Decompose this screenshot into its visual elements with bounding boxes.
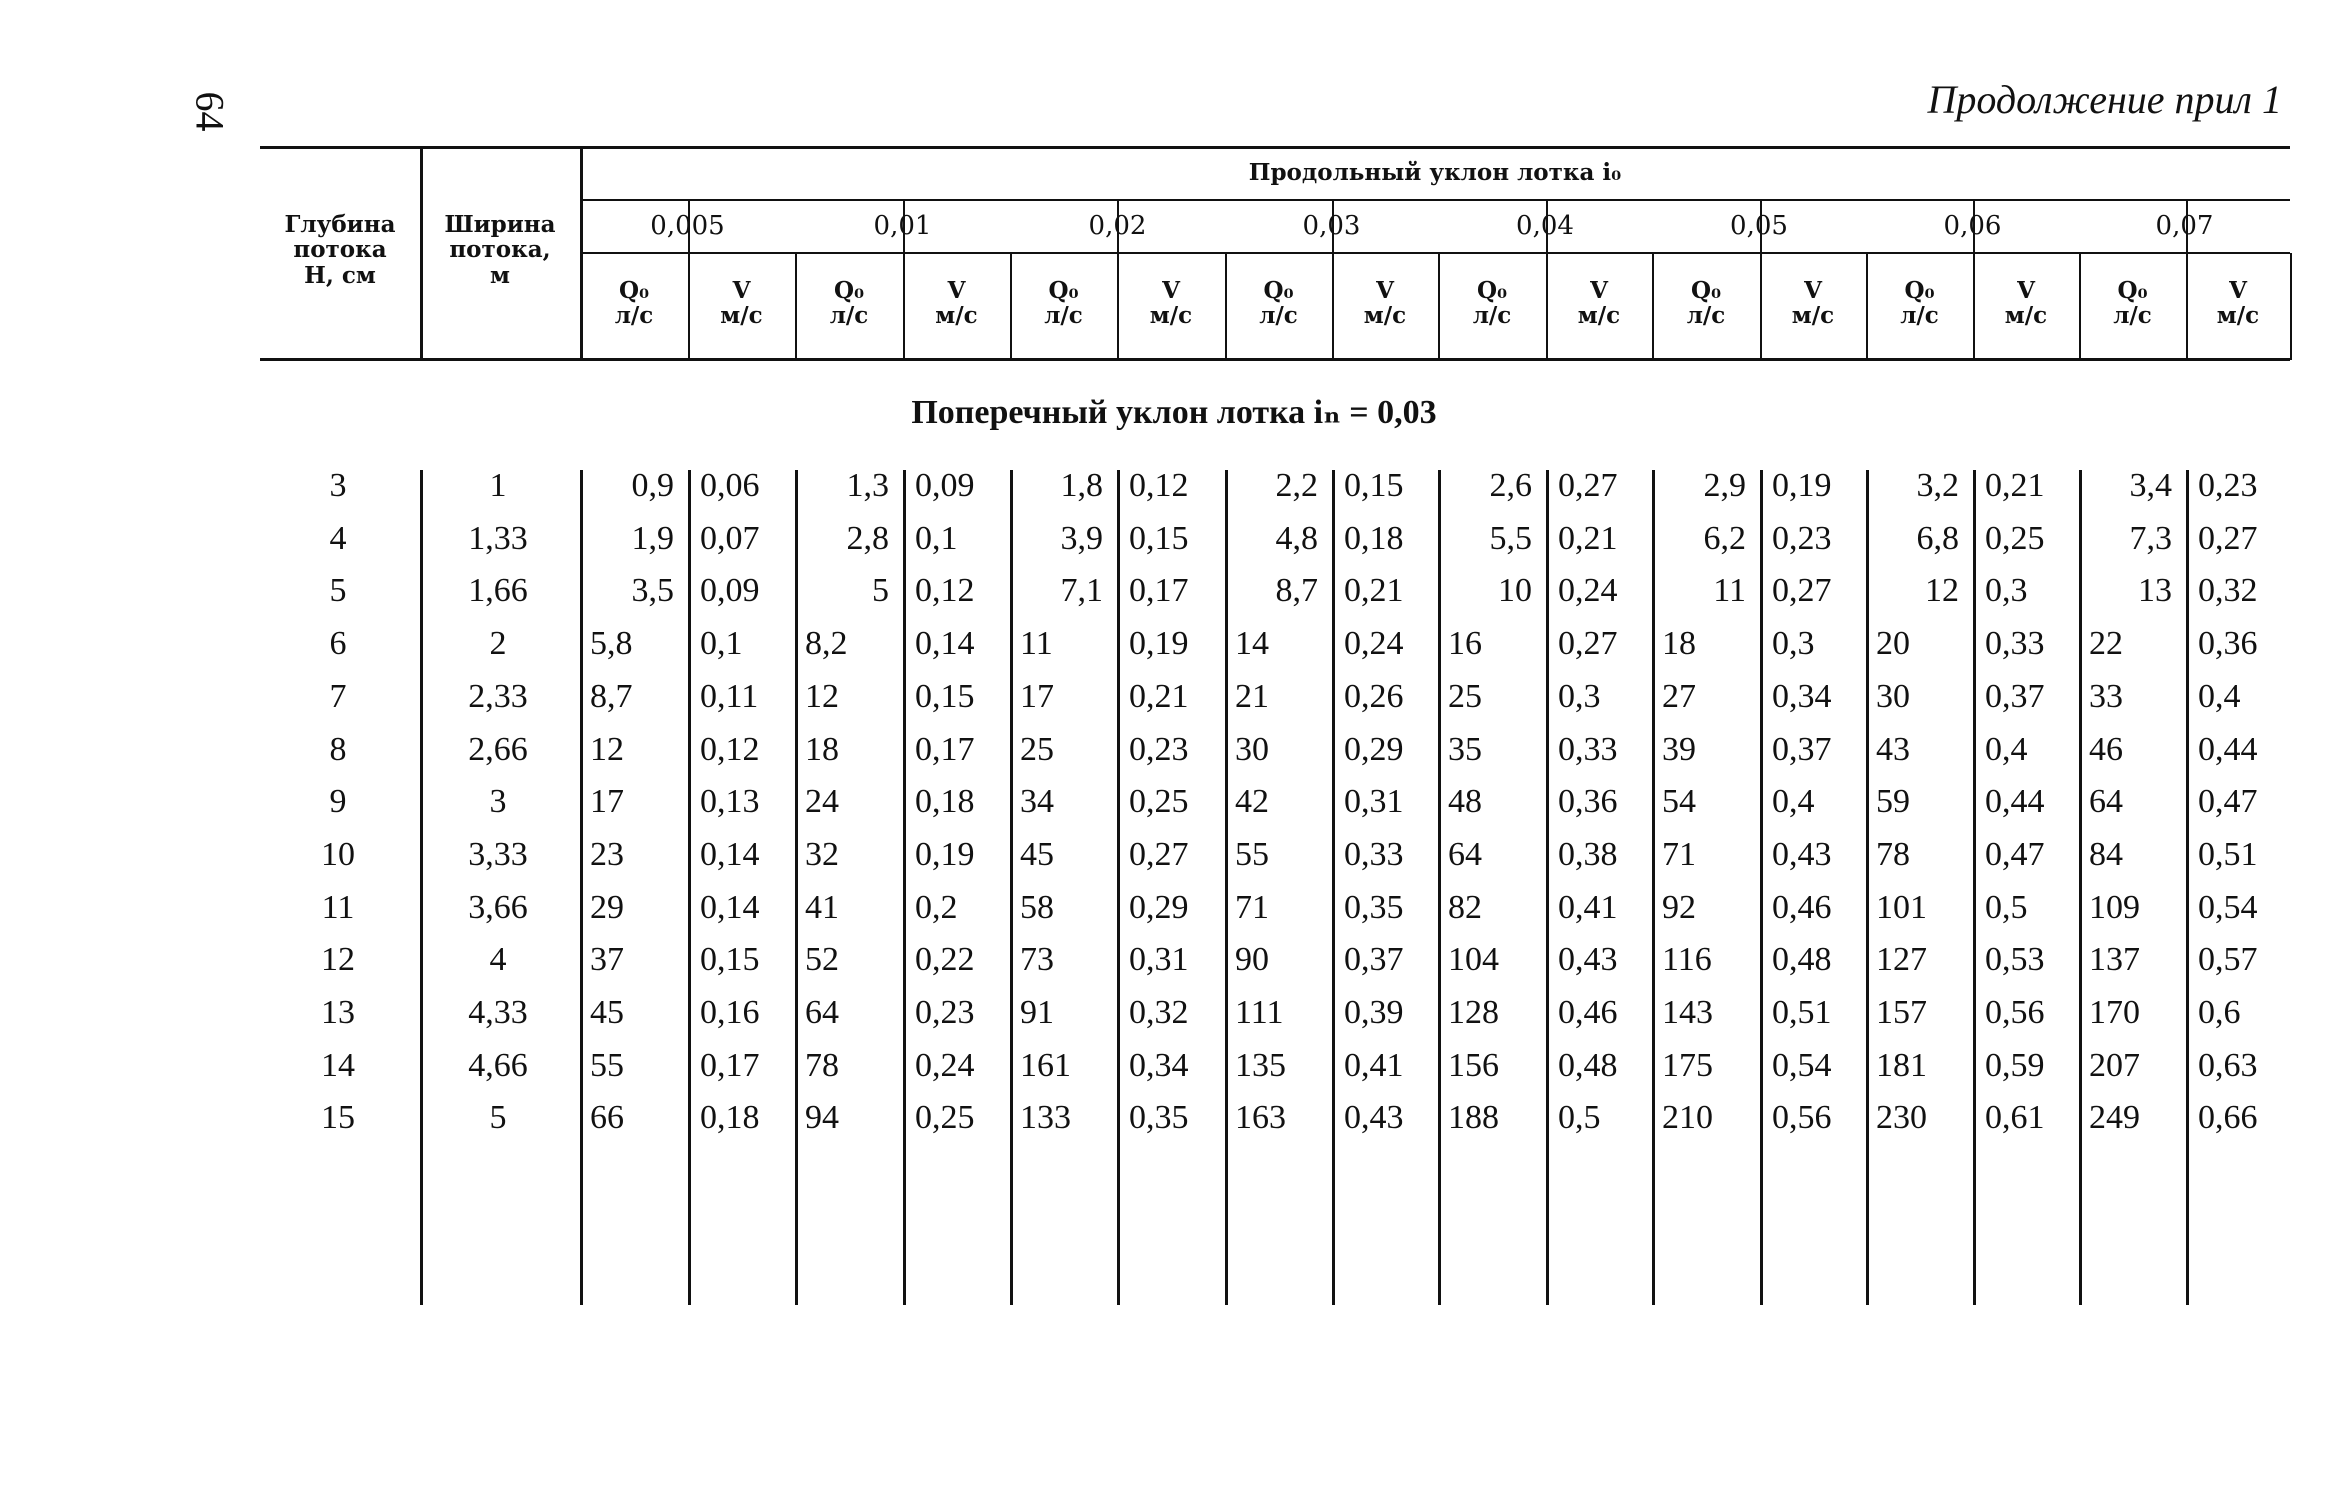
table-cell: 6,2	[1703, 519, 1746, 557]
table-cell: 0,61	[1985, 1099, 2045, 1137]
table-cell: 2,2	[1275, 467, 1318, 504]
table-cell: 27	[1662, 677, 1696, 715]
table-cell: 17	[1020, 677, 1054, 715]
table-cell: 82	[1448, 888, 1482, 926]
table-cell: 0,48	[1558, 1046, 1618, 1084]
table-cell: 15	[321, 1099, 355, 1137]
table-cell: 0,51	[1772, 994, 1832, 1031]
table-cell: 1,9	[631, 519, 674, 557]
table-cell: 11	[321, 888, 355, 926]
table-cell: 84	[2089, 835, 2123, 873]
header-slope-1: 0,01	[873, 211, 932, 241]
header-slope-5: 0,05	[1730, 211, 1788, 241]
table-cell: 0,35	[1129, 1099, 1189, 1137]
table-cell: 4	[489, 941, 507, 979]
rule-slope-top	[580, 199, 2290, 201]
table-cell: 25	[1448, 677, 1482, 715]
rule-body-v-13	[1866, 470, 1869, 1305]
table-cell: 0,43	[1558, 941, 1618, 979]
table-cell: 5	[489, 1099, 507, 1137]
table-cell: 23	[590, 835, 624, 873]
table-cell: 30	[1235, 730, 1269, 768]
table-cell: 78	[805, 1046, 839, 1084]
rule-body-v-6	[1117, 470, 1120, 1305]
table-cell: 0,2	[915, 888, 958, 926]
table-cell: 0,17	[1129, 572, 1189, 610]
table-cell: 0,23	[1772, 519, 1832, 557]
table-cell: 0,63	[2198, 1046, 2258, 1084]
table-cell: 161	[1020, 1046, 1071, 1084]
header-slope-7: 0,07	[2155, 211, 2214, 241]
table-cell: 0,5	[1558, 1099, 1601, 1137]
table-cell: 9	[329, 783, 347, 821]
table-cell: 128	[1448, 994, 1499, 1031]
table-cell: 0,09	[915, 467, 975, 504]
table-cell: 91	[1020, 994, 1054, 1031]
table-cell: 55	[1235, 835, 1269, 873]
table-cell: 46	[2089, 730, 2123, 768]
rule-body-v-9	[1438, 470, 1441, 1305]
table-cell: 58	[1020, 888, 1054, 926]
table-cell: 2,66	[468, 730, 528, 768]
table-cell: 0,1	[915, 519, 958, 557]
table-cell: 5,8	[590, 625, 633, 663]
header-q-3: Q₀ л/с	[1259, 277, 1298, 330]
rule-body-v-12	[1760, 470, 1763, 1305]
table-cell: 0,23	[915, 994, 975, 1031]
table-cell: 41	[805, 888, 839, 926]
table-cell: 0,15	[915, 677, 975, 715]
table-cell: 188	[1448, 1099, 1499, 1137]
table-cell: 0,47	[2198, 783, 2258, 821]
table-cell: 3,4	[2129, 467, 2172, 504]
table-cell: 0,19	[1129, 625, 1189, 663]
rule-body-v-8	[1332, 470, 1335, 1305]
table-cell: 0,25	[1985, 519, 2045, 557]
table-cell: 78	[1876, 835, 1910, 873]
table-cell: 14	[321, 1046, 355, 1084]
table-cell: 3	[329, 467, 347, 504]
table-cell: 0,11	[700, 677, 759, 715]
table-cell: 0,41	[1344, 1046, 1404, 1084]
table-cell: 0,18	[1344, 519, 1404, 557]
table-cell: 0,3	[1985, 572, 2028, 610]
table-cell: 0,16	[700, 994, 760, 1031]
table-cell: 0,33	[1558, 730, 1618, 768]
table-cell: 64	[2089, 783, 2123, 821]
table-cell: 0,53	[1985, 941, 2045, 979]
table-cell: 249	[2089, 1099, 2140, 1137]
table-cell: 163	[1235, 1099, 1286, 1137]
table-cell: 0,14	[915, 625, 975, 663]
table-cell: 0,27	[2198, 519, 2258, 557]
table-cell: 7,1	[1060, 572, 1103, 610]
table-cell: 0,07	[700, 519, 760, 557]
table-cell: 59	[1876, 783, 1910, 821]
header-v-4: V м/с	[1577, 277, 1621, 330]
table-cell: 0,27	[1558, 625, 1618, 663]
table-cell: 0,29	[1129, 888, 1189, 926]
table-cell: 0,43	[1344, 1099, 1404, 1137]
table-subtitle: Поперечный уклон лотка iₙ = 0,03	[911, 394, 1437, 431]
table-cell: 0,12	[915, 572, 975, 610]
table-cell: 0,6	[2198, 994, 2241, 1031]
table-cell: 0,59	[1985, 1046, 2045, 1084]
table-cell: 0,25	[1129, 783, 1189, 821]
rule-top	[260, 146, 2290, 149]
table-cell: 4,8	[1275, 519, 1318, 557]
table-cell: 0,37	[1772, 730, 1832, 768]
table-cell: 0,56	[1985, 994, 2045, 1031]
table-cell: 135	[1235, 1046, 1286, 1084]
table-cell: 0,12	[700, 730, 760, 768]
table-cell: 1,33	[468, 519, 528, 557]
header-slope-3: 0,03	[1302, 211, 1361, 241]
header-v-0: V м/с	[720, 277, 763, 330]
table-cell: 0,48	[1772, 941, 1832, 979]
table-cell: 4,66	[468, 1046, 528, 1084]
table-cell: 0,34	[1129, 1046, 1189, 1084]
table-cell: 0,36	[2198, 625, 2258, 663]
table-cell: 0,27	[1772, 572, 1832, 610]
header-slope-0: 0,005	[650, 211, 725, 241]
table-cell: 18	[1662, 625, 1696, 663]
header-v-7: V м/с	[2216, 277, 2260, 330]
table-cell: 0,33	[1985, 625, 2045, 663]
table-cell: 0,26	[1344, 677, 1404, 715]
table-cell: 20	[1876, 625, 1910, 663]
header-q-2: Q₀ л/с	[1044, 277, 1083, 330]
table-cell: 13	[321, 994, 355, 1031]
table-cell: 33	[2089, 677, 2123, 715]
header-v-5: V м/с	[1791, 277, 1835, 330]
table-cell: 0,23	[1129, 730, 1189, 768]
rule-body-v-4	[903, 470, 906, 1305]
table-cell: 22	[2089, 625, 2123, 663]
table-cell: 2,8	[846, 519, 889, 557]
table-cell: 0,24	[1344, 625, 1404, 663]
table-cell: 12	[321, 941, 355, 979]
table-cell: 12	[805, 677, 839, 715]
table-cell: 39	[1662, 730, 1696, 768]
table-cell: 0,37	[1985, 677, 2045, 715]
header-q-1: Q₀ л/с	[829, 277, 869, 330]
table-cell: 5	[329, 572, 347, 610]
table-cell: 0,54	[1772, 1046, 1832, 1084]
table-cell: 45	[590, 994, 624, 1031]
table-cell: 54	[1662, 783, 1696, 821]
header-q-0: Q₀ л/с	[614, 277, 654, 330]
table-cell: 0,47	[1985, 835, 2045, 873]
table-cell: 1,3	[846, 467, 889, 504]
table-cell: 0,13	[700, 783, 760, 821]
page-number: 64	[187, 91, 233, 132]
table-cell: 156	[1448, 1046, 1499, 1084]
table-cell: 137	[2089, 941, 2140, 979]
table-cell: 0,24	[915, 1046, 975, 1084]
table-cell: 0,23	[2198, 467, 2258, 504]
rule-body-v-10	[1546, 470, 1549, 1305]
table-cell: 71	[1235, 888, 1269, 926]
table-cell: 3	[489, 783, 507, 821]
table-cell: 0,21	[1558, 519, 1618, 557]
table-cell: 0,18	[700, 1099, 760, 1137]
table-cell: 21	[1235, 677, 1269, 715]
table-cell: 0,33	[1344, 835, 1404, 873]
table-cell: 1,66	[468, 572, 528, 610]
table-cell: 0,41	[1558, 888, 1618, 926]
rule-body-v-2	[688, 470, 691, 1305]
header-v-6: V м/с	[2004, 277, 2048, 330]
header-q-5: Q₀ л/с	[1686, 277, 1726, 330]
rule-header-bottom	[260, 358, 2290, 361]
table-cell: 6,8	[1916, 519, 1959, 557]
table-cell: 0,39	[1344, 994, 1404, 1031]
header-v-3: V м/с	[1363, 277, 1407, 330]
table-cell: 116	[1662, 941, 1712, 979]
table-cell: 13	[2138, 572, 2172, 610]
table-cell: 45	[1020, 835, 1054, 873]
table-cell: 0,4	[1985, 730, 2028, 768]
table-cell: 210	[1662, 1099, 1713, 1137]
rule-body-v-15	[2079, 470, 2082, 1305]
table-cell: 0,24	[1558, 572, 1618, 610]
table-cell: 3,33	[468, 835, 528, 873]
table-cell: 34	[1020, 783, 1054, 821]
table-cell: 0,18	[915, 783, 975, 821]
table-cell: 0,37	[1344, 941, 1404, 979]
rule-body-v-1	[580, 470, 583, 1305]
rule-body-v-0	[420, 470, 423, 1305]
table-cell: 143	[1662, 994, 1713, 1031]
table-cell: 4,33	[468, 994, 528, 1031]
table-cell: 111	[1235, 994, 1284, 1031]
table-cell: 10	[1498, 572, 1532, 610]
table-cell: 0,06	[700, 467, 760, 504]
table-cell: 66	[590, 1099, 624, 1137]
table-cell: 3,5	[631, 572, 674, 610]
rule-body-v-3	[795, 470, 798, 1305]
table-cell: 8,2	[805, 625, 848, 663]
table-cell: 0,29	[1344, 730, 1404, 768]
table-cell: 2	[489, 625, 507, 663]
header-slope-4: 0,04	[1516, 211, 1574, 241]
table-cell: 0,32	[2198, 572, 2258, 610]
table-cell: 0,57	[2198, 941, 2258, 979]
table-cell: 0,9	[631, 467, 674, 504]
table-cell: 157	[1876, 994, 1927, 1031]
table-cell: 0,15	[700, 941, 760, 979]
table-cell: 0,31	[1129, 941, 1189, 979]
table-cell: 48	[1448, 783, 1482, 821]
rule-qv-top	[580, 252, 2290, 254]
table-cell: 42	[1235, 783, 1269, 821]
table-cell: 0,36	[1558, 783, 1618, 821]
table-cell: 104	[1448, 941, 1499, 979]
table-cell: 0,3	[1772, 625, 1815, 663]
table-cell: 11	[1713, 572, 1746, 610]
table-cell: 0,54	[2198, 888, 2258, 926]
table-cell: 0,21	[1344, 572, 1404, 610]
table-cell: 0,25	[915, 1099, 975, 1137]
table-cell: 0,27	[1558, 467, 1618, 504]
table-cell: 0,31	[1344, 783, 1404, 821]
table-cell: 175	[1662, 1046, 1713, 1084]
table-cell: 1,8	[1060, 467, 1103, 504]
table-cell: 0,32	[1129, 994, 1189, 1031]
table-cell: 24	[805, 783, 839, 821]
table-cell: 0,46	[1558, 994, 1618, 1031]
table-cell: 5,5	[1489, 519, 1532, 557]
table-cell: 17	[590, 783, 624, 821]
table-cell: 0,12	[1129, 467, 1189, 504]
table-cell: 11	[1020, 625, 1053, 663]
table-cell: 3,2	[1916, 467, 1959, 504]
table-cell: 7	[329, 677, 347, 715]
table-cell: 2,6	[1489, 467, 1532, 504]
table-cell: 0,3	[1558, 677, 1601, 715]
rule-body-v-11	[1652, 470, 1655, 1305]
table-cell: 92	[1662, 888, 1696, 926]
table-cell: 170	[2089, 994, 2140, 1031]
header-v-2: V м/с	[1149, 277, 1193, 330]
table-cell: 0,4	[1772, 783, 1815, 821]
rule-body-v-5	[1010, 470, 1013, 1305]
table-cell: 25	[1020, 730, 1054, 768]
table-cell: 2,33	[468, 677, 528, 715]
header-depth: Глубина потока Н, см	[284, 211, 396, 289]
table-cell: 3,66	[468, 888, 528, 926]
table-cell: 43	[1876, 730, 1910, 768]
table-cell: 0,15	[1129, 519, 1189, 557]
table-cell: 1	[489, 467, 507, 504]
table-cell: 0,17	[700, 1046, 760, 1084]
rule-body-v-7	[1225, 470, 1228, 1305]
table-cell: 18	[805, 730, 839, 768]
table-cell: 0,14	[700, 835, 760, 873]
table-cell: 0,09	[700, 572, 760, 610]
table-cell: 0,27	[1129, 835, 1189, 873]
table-cell: 3,9	[1060, 519, 1103, 557]
table-cell: 0,22	[915, 941, 975, 979]
table-cell: 0,4	[2198, 677, 2241, 715]
table-cell: 4	[329, 519, 347, 557]
table-cell: 230	[1876, 1099, 1927, 1137]
table-cell: 0,19	[1772, 467, 1832, 504]
table-cell: 127	[1876, 941, 1927, 979]
table-cell: 12	[590, 730, 624, 768]
table-cell: 2,9	[1703, 467, 1746, 504]
table-cell: 0,46	[1772, 888, 1832, 926]
table-cell: 16	[1448, 625, 1482, 663]
table-cell: 0,21	[1129, 677, 1189, 715]
table-cell: 6	[329, 625, 347, 663]
table-cell: 0,1	[700, 625, 743, 663]
table-cell: 0,35	[1344, 888, 1404, 926]
table-cell: 30	[1876, 677, 1910, 715]
table-cell: 94	[805, 1099, 839, 1137]
continuation-caption: Продолжение прил 1	[1927, 77, 2282, 122]
table-cell: 133	[1020, 1099, 1071, 1137]
table-cell: 0,17	[915, 730, 975, 768]
table-cell: 52	[805, 941, 839, 979]
table-cell: 8	[329, 730, 347, 768]
table-cell: 0,44	[2198, 730, 2258, 768]
table-cell: 0,38	[1558, 835, 1618, 873]
table-cell: 71	[1662, 835, 1696, 873]
table-cell: 12	[1925, 572, 1959, 610]
table-cell: 35	[1448, 730, 1482, 768]
rule-body-v-16	[2186, 470, 2189, 1305]
table-cell: 37	[590, 941, 624, 979]
table-cell: 8,7	[1275, 572, 1318, 610]
table-cell: 0,43	[1772, 835, 1832, 873]
table-cell: 0,5	[1985, 888, 2028, 926]
table-cell: 0,21	[1985, 467, 2045, 504]
table-cell: 29	[590, 888, 624, 926]
table-cell: 0,66	[2198, 1099, 2258, 1137]
table-cell: 0,14	[700, 888, 760, 926]
table-cell: 0,44	[1985, 783, 2045, 821]
table-cell: 0,56	[1772, 1099, 1832, 1137]
header-q-4: Q₀ л/с	[1472, 277, 1512, 330]
header-q-6: Q₀ л/с	[1900, 277, 1939, 330]
table-cell: 181	[1876, 1046, 1927, 1084]
table-cell: 5	[872, 572, 889, 610]
table-cell: 109	[2089, 888, 2140, 926]
rule-header-v-17	[2290, 253, 2292, 360]
table-cell: 0,15	[1344, 467, 1404, 504]
table-cell: 0,19	[915, 835, 975, 873]
rule-body-v-14	[1973, 470, 1976, 1305]
header-longitudinal-slope: Продольный уклон лотка i₀	[1248, 159, 1622, 186]
table-cell: 64	[1448, 835, 1482, 873]
header-v-1: V м/с	[935, 277, 978, 330]
table-cell: 10	[321, 835, 355, 873]
table-cell: 14	[1235, 625, 1269, 663]
header-slope-2: 0,02	[1088, 211, 1147, 241]
header-width: Ширина потока, м	[444, 211, 556, 289]
table-cell: 0,34	[1772, 677, 1832, 715]
table-cell: 32	[805, 835, 839, 873]
header-slope-6: 0,06	[1943, 211, 2002, 241]
table-cell: 8,7	[590, 677, 633, 715]
table-cell: 7,3	[2129, 519, 2172, 557]
table-cell: 207	[2089, 1046, 2140, 1084]
table-cell: 0,51	[2198, 835, 2258, 873]
table-cell: 55	[590, 1046, 624, 1084]
header-q-7: Q₀ л/с	[2113, 277, 2152, 330]
table-cell: 90	[1235, 941, 1269, 979]
table-cell: 73	[1020, 941, 1054, 979]
table-cell: 101	[1876, 888, 1927, 926]
table-cell: 64	[805, 994, 839, 1031]
